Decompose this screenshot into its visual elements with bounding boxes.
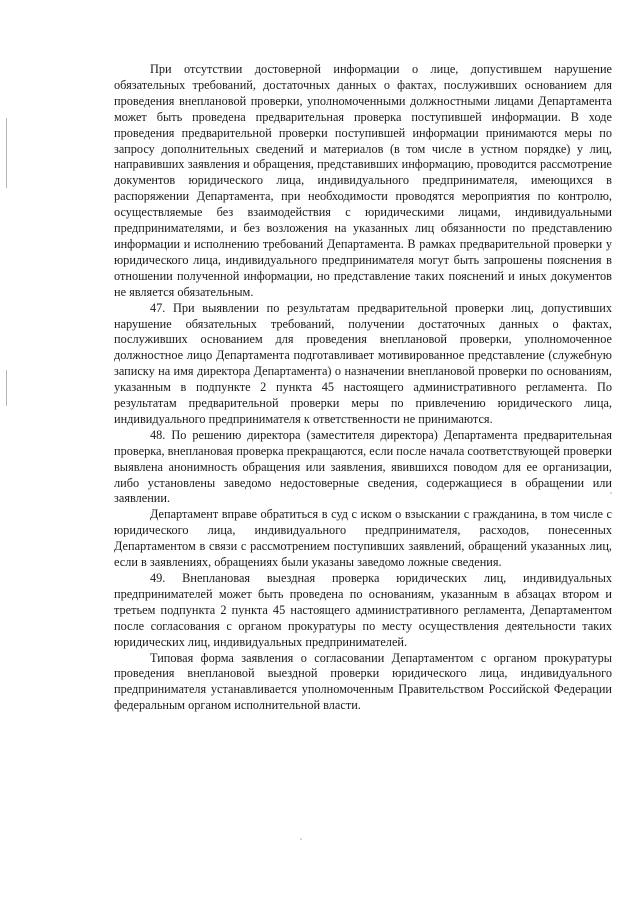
paragraph-standard-form: Типовая форма заявления о согласовании Департаментом с органом прокуратуры проведения внеплановой выездной проверки юридического лица, индивидуального предпринимателя устанавливается уполномоченным Правительством Российской Федерации федеральным органом исполнительной власти.: [114, 650, 612, 713]
scan-margin-mark: [6, 370, 7, 406]
scan-speck: [300, 838, 302, 840]
paragraph-item-49: 49. Внеплановая выездная проверка юридических лиц, индивидуальных предпринимателей может быть проведена по основаниям, указанным в абзацах втором и третьем подпункта 2 пункта 45 настоящего административного регламента, Департаментом после согласования с органом прокуратуры по месту осуществления деятельности таких юридических лиц, индивидуальных предпринимателей.: [114, 571, 612, 649]
paragraph-preliminary-check: При отсутствии достоверной информации о лице, допустившем нарушение обязательных требований, достаточных данных о фактах, послуживших основанием для проведения внеплановой проверки, уполномоченными должностными лицами Департамента может быть проведена предварительная проверка поступившей информации. В ходе проведения предварительной проверки поступившей информации принимаются меры по запросу дополнительных сведений и материалов (в том числе в устном порядке) у лиц, направивших заявления и обращения, представивших информацию, проводится рассмотрение документов юридического лица, индивидуального предпринимателя, имеющихся в распоряжении Департамента, при необходимости проводятся мероприятия по контролю, осуществляемые без взаимодействия с юридическими лицами, индивидуальными предпринимателями, и без возложения на указанных лиц обязанности по представлению информации и исполнению требований Департамента. В рамках предварительной проверки у юридического лица, индивидуального предпринимателя могут быть запрошены пояснения в отношении полученной информации, но представление таких пояснений и иных документов не является обязательным.: [114, 62, 612, 299]
scan-margin-mark: [6, 118, 7, 188]
paragraph-court-claim: Департамент вправе обратиться в суд с иском о взыскании с гражданина, в том числе с юридического лица, индивидуального предпринимателя, расходов, понесенных Департаментом в связи с рассмотрением поступивших заявлений, обращений указанных лиц, если в заявлениях, обращениях были указаны заведомо ложные сведения.: [114, 507, 612, 570]
paragraph-item-48: 48. По решению директора (заместителя директора) Департамента предварительная проверка, внеплановая проверка прекращаются, если после начала соответствующей проверки выявлена анонимность обращения или заявления, явившихся поводом для ее организации, либо установлены заведомо недостоверные сведения, содержащиеся в обращении или заявлении.: [114, 427, 612, 506]
paragraph-item-47: 47. При выявлении по результатам предварительной проверки лиц, допустивших нарушение обязательных требований, получении достаточных данных о фактах, послуживших основанием для проведения внеплановой проверки, уполномоченное должностное лицо Департамента подготавливает мотивированное представление (служебную записку на имя директора Департамента) о назначении внеплановой проверки по основаниям, указанным в подпункте 2 пункта 45 настоящего административного регламента. По результатам предварительной проверки меры по привлечению юридического лица, индивидуального предпринимателя к ответственности не принимаются.: [114, 300, 612, 426]
document-page: [114, 62, 612, 714]
